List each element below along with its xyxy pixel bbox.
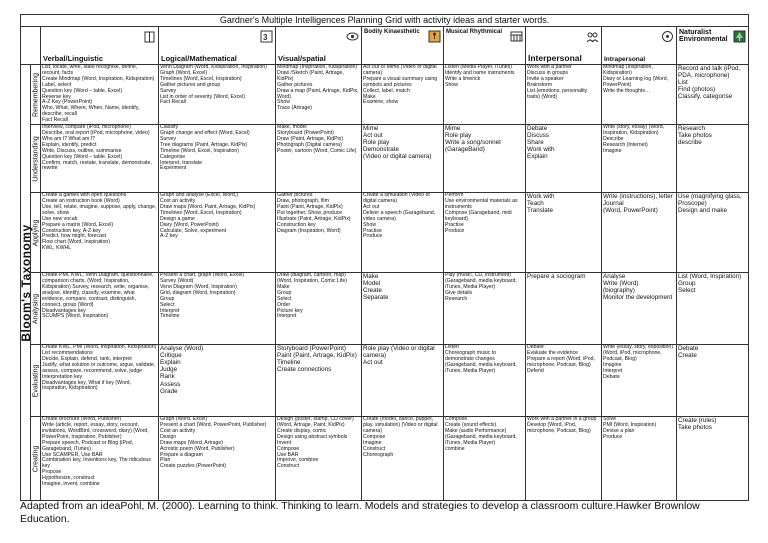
source-caption: Adapted from an ideaPohl, M. (2000). Learning to think. Thinking to learn. Models and strategies to develop a classroom culture.Hawker Brownlow Education. [20, 500, 700, 525]
level-understanding [31, 125, 41, 193]
grid-cell: Classify Graph change and effect (Word, Excel) Survey Tree diagrams (Paint, Artrage, KidPix) Timeline (Word, Excel, Inspiration) Categorise Interpret, translate Experiment [159, 125, 276, 193]
grid-cell: Perform Use environmental materials as instruments Compose (Garageband, midi keyboard) Practise Produce [444, 193, 526, 273]
grid-cell: Mindmap (Inspiration, Kidspiration) Draw /Sketch (Paint, Artrage, KidPix) Gather pictures Draw a map (Paint, Artrage, KidPix, Word) Show Trace (Artrage) [276, 65, 362, 125]
grid-cell: Create a simulation (Video or digital camera) Act out Deliver a speech (Garageband, video camera) Show Practise Produce [362, 193, 444, 273]
header-visual [276, 27, 362, 65]
header-naturalist-label: Naturalist Environmental [679, 29, 728, 43]
level-evaluating [31, 345, 41, 417]
level-analysing [31, 273, 41, 345]
numbers-icon [259, 29, 273, 43]
grid-cell: Work with a partner Discuss in groups Invite a speaker Brainstorm List (emotions, personality traits) (Word) [526, 65, 602, 125]
header-logical [159, 27, 276, 65]
grid-cell: Write (essay, story, exposition) (Word, iPod, microphone, Podcast, Blog) Imagine Interpret Debate [602, 345, 677, 417]
grid-cell: Mime Act out Role play Demonstrate (Video or digital camera) [362, 125, 444, 193]
grid-cell: Create KWL, PMI (Word, Inspiration, Kidspiration) List recommendations Decide, Explain, defend, rank, interpret Justify, what solution or outcome, argue, validate, assess, compare, recommend, solve, judge Interpretation key Disadvantages key, What if key (Word, Inspiration, Kidspiration) [41, 345, 159, 417]
grid-cell: Listen Choreograph music to demonstrate changes (Garageband, media keyboard, iTunes, Media Player) [444, 345, 526, 417]
grid-cell: Record and talk (iPod, PDA, microphone) List Find (photos) Classify, categorise [677, 65, 749, 125]
grid-cell: Create brochure (Word, Publisher) Write (article, report, essay, story, recount, invitations, WordBird, crossword, diary) (Word, PowerPoint, Inspiration, Publisher) Prepare speech, Podcast or Blog (iPod, Garageband, iTunes) Use SCAMPER, Use BAR Combination key, Inventions key, The ridiculous key Propose Hypothesize, construct Imagine, invent, combine [41, 417, 159, 501]
grid-cell: Write (story, essay) (Word, Inspiration, Kidspiration) Describe Research (Internet) Imagine [602, 125, 677, 193]
grid-cell: Debate Discuss Share Work with Explain [526, 125, 602, 193]
grid-cell: Interview, compare (iPod, microphone) Describe, oral report (iPod, microphone, video) Who am I? What am I? Explain, identify, predict Write, Discuss, outline, summarise Question key (Word – table, Excel) Confirm, match, restate, translate, demonstrate, rewrite [41, 125, 159, 193]
grid-cell: Draw (diagram, cartoon, map) (Word, Inspiration, Comic Life) Make Group Select Order Picture key Interpret [276, 273, 362, 345]
grid-cell: List (Word, Inspiration) Group Select [677, 273, 749, 345]
grid-cell: Design (poster, stamp, CD cover) (Word, Artrage, Paint, KidPix) Create display, comic Design using abstract symbols Invent Compose Use BAR Improve, combine Construct [276, 417, 362, 501]
grid-cell: Graph and analyse (Excel, Word,) Cost an activity Draw maps (Word, Paint, Artrage, KidPix) Timelines (Word, Excel, Inspiration) Design a game Diary (Word, PowerPoint) Calculate, Solve, experiment A-Z key [159, 193, 276, 273]
header-verbal [41, 27, 159, 65]
grid-cell: Gather pictures Draw, photograph, film Paint (Paint, Artrage, KidPix) Put together, Show, produce Illustrate (Paint, Artrage, KidPix) Construction key Diagram (Inspiration, Word) [276, 193, 362, 273]
music-icon [509, 29, 523, 43]
grid-cell: Listen (Media Player, iTunes) Identify and name instruments Write a limerick Show [444, 65, 526, 125]
grid-cell: List, locate, write, state recognise, define, recount, facts Create Mindmap (Word, Inspiration, Kidspiration) Label, select Question key (Word – table, Excel) Reverse key A-Z Key (PowerPoint) Who, What, Where, When, Name, identify, describe, recall Fact Recall [41, 65, 159, 125]
grid-cell: Work with a partner in a group Develop (Word, iPod, microphone, Podcast, Blog) [526, 417, 602, 501]
taxonomy-column [18, 65, 33, 501]
level-applying [31, 193, 41, 273]
grid-cell: Storyboard (PowerPoint) Paint (Paint, Artrage, KidPix) Timeline Create connections [276, 345, 362, 417]
level-label: Analysing [32, 293, 39, 324]
reflection-icon [660, 29, 674, 43]
header-musical [444, 27, 526, 65]
grid-cell: Use (magnifying glass, Proscope) Design and make [677, 193, 749, 273]
level-label: Evaluating [32, 364, 39, 397]
header-interpersonal [526, 27, 602, 65]
grid-cell: Play (music, CD, instrument) (Garageband, media keyboard, iTunes, Media Player) Give details Research [444, 273, 526, 345]
header-bodily-label: Bodily Kinaesthetic [364, 29, 420, 35]
grid-cell: Create (rules) Take photos [677, 417, 749, 501]
grid-cell: Solve PMI (Word, Inspiration) Devise a plan Produce [602, 417, 677, 501]
grid-cell: Create (model, dance, puppet, play, simulation) (Video or digital camera) Compose Imagine Construct Choreograph [362, 417, 444, 501]
grid-cell: Compose Create (sound effects) Make (audio Performance) (Garageband, media keyboard, iTunes, Media Player) combine [444, 417, 526, 501]
level-label: Understanding [32, 135, 39, 182]
grid-cell: Prepare a sociogram [526, 273, 602, 345]
grid-cell: Present a chart, graph (Word, Excel) Survey (Word) Venn Diagram (Word, Inspiration) Grid, diagram (Word, Inspiration) Group Select Interpret Timeline [159, 273, 276, 345]
header-bodily [362, 27, 444, 65]
planning-grid [20, 14, 748, 501]
header-naturalist [677, 27, 749, 65]
header-intrapersonal-label: Intrapersonal [604, 56, 646, 63]
grid-table [20, 14, 749, 501]
grid-cell: Debate Create [677, 345, 749, 417]
grid-cell: Act out or Mime (Video or digital camera) Prepare a visual summary using symbols and pictures Collect, label, match Make Examine, show [362, 65, 444, 125]
corner-cell [21, 27, 41, 65]
grid-cell: Work with Teach Translate [526, 193, 602, 273]
grid-cell: Make, model Storyboard (PowerPoint) Draw (Paint, Artrage, KidPix) Photograph (Digital camera) Poster, cartoon (Word, Comic Life) [276, 125, 362, 193]
header-verbal-label: Verbal/Linguistic [43, 54, 104, 63]
people-icon [585, 29, 599, 43]
level-label: Creating [32, 445, 39, 472]
grid-title: Gardner's Multiple Intelligences Planning Grid with activity ideas and starter words. [21, 15, 749, 27]
level-label: Applying [32, 219, 39, 246]
grid-cell: Create a games with open questions Create an instruction book (Word) Use, tell, relate, imagine, suppose, apply, change, solve, show Use new vocab Prepare a matrix (Word, Excel) Construction key, A-Z key Predict, how might, forecast Flow chart (Word, Inspiration) KWL, KWHL [41, 193, 159, 273]
grid-cell: Mime Role play Write a song/sonnet (GarageBand) [444, 125, 526, 193]
grid-cell: Role play (Video or digital camera) Act out [362, 345, 444, 417]
grid-cell: Create PMI, KWL, Venn Diagram, questionnaire, comparison charts, (Word, Inspiration, Kidspiration) Survey, research, write, organise, analyse, identify, classify, examine, what evidence, compare, contrast, distinguish, connect, group (Word) Disadvantages key SCUMPS (Word, Inspiration) [41, 273, 159, 345]
grid-cell: Write (instructions), letter Journal (Word, PowerPoint) [602, 193, 677, 273]
taxonomy-label: Bloom's Taxonomy [18, 223, 33, 342]
header-visual-label: Visual/spatial [278, 54, 326, 63]
level-creating [31, 417, 41, 501]
header-intrapersonal [602, 27, 677, 65]
level-label: Remembering [32, 72, 39, 117]
header-musical-label: Musical Rhythmical [446, 29, 503, 35]
grid-cell: Graph (Word, Excel) Present a chart (Word, PowerPoint, Publisher) Cost an activity Design Draw maps (Word, Artrage) Acrostic poem (Word, Publisher) Prepare a diagram Plan Create puzzles (PowerPoint) [159, 417, 276, 501]
grid-cell: Make Model Create Separate [362, 273, 444, 345]
header-interpersonal-label: Interpersonal [528, 53, 582, 63]
grid-cell: Mindmap (Inspiration, Kidspiration) Diary or Learning log (Word, PowerPoint) Write the thoughts… [602, 65, 677, 125]
header-logical-label: Logical/Mathematical [161, 54, 237, 63]
grid-cell: Research Take photos describe [677, 125, 749, 193]
tree-icon [732, 29, 746, 43]
svg-text:3: 3 [262, 32, 267, 42]
book-icon [142, 29, 156, 43]
grid-cell: Debate Evaluate the evidence Prepare a report (Word, iPod, microphone, Podcast, Blog) Defend [526, 345, 602, 417]
grid-cell: Analyse (Word) Critique Explain Judge Rank Assess Grade [159, 345, 276, 417]
level-remembering [31, 65, 41, 125]
sport-icon [427, 29, 441, 43]
grid-cell: Analyse Write (Word) (biography) Monitor the development [602, 273, 677, 345]
grid-cell: Venn Diagram (Word, Kidspiration, Inspiration) Graph (Word, Excel) Timelines (Word, Excel, Inspiration) Gather pictures and group Survey List in order of severity (Word, Excel) Fact Recall [159, 65, 276, 125]
eye-icon [345, 29, 359, 43]
